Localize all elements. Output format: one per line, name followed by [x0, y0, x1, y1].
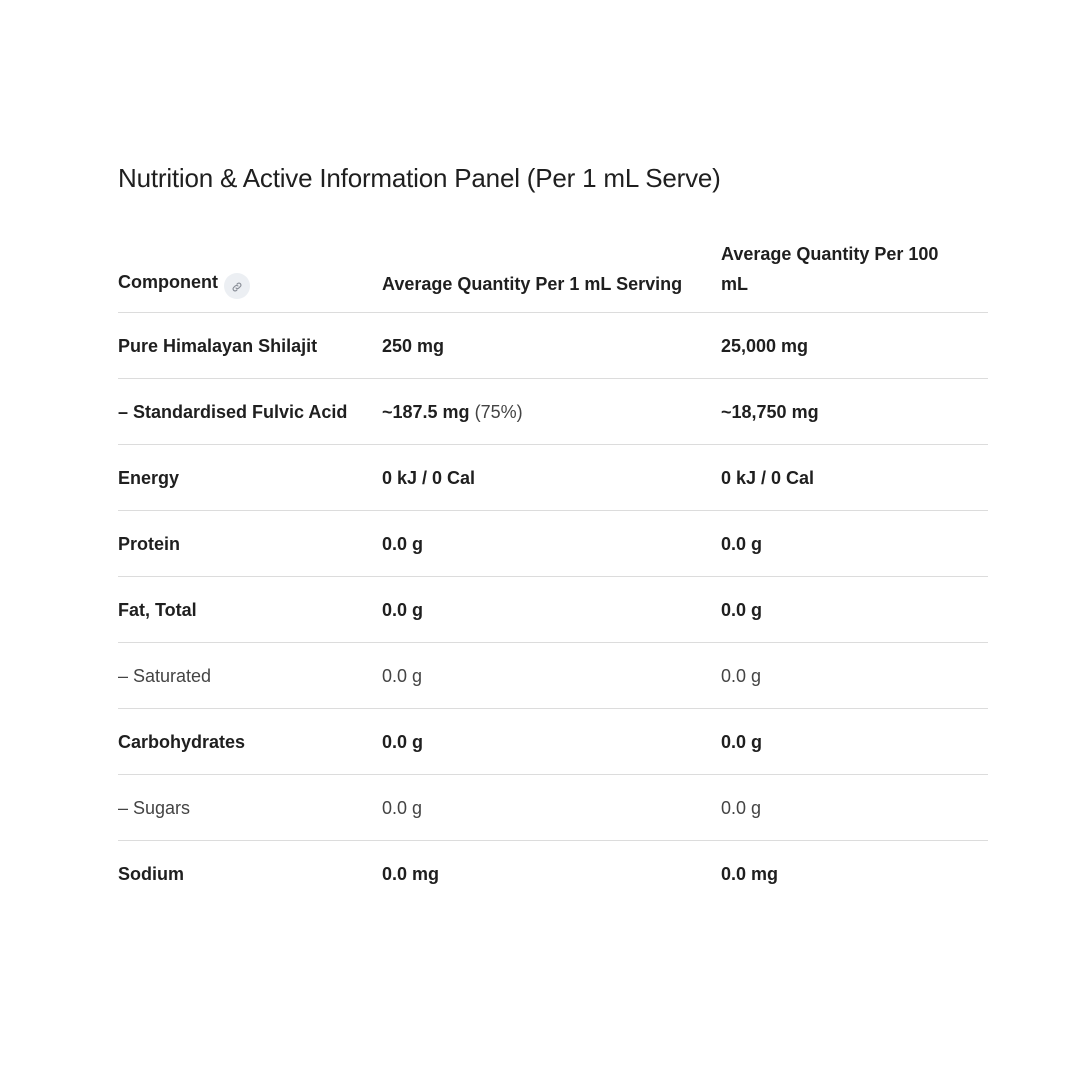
per-100ml-cell: 0.0 mg [721, 864, 779, 884]
component-cell: Sodium [118, 864, 184, 884]
per-100ml-cell: 0.0 g [721, 775, 988, 841]
per-100ml-cell: ~18,750 mg [721, 379, 988, 445]
per-serving-cell: 0.0 g [382, 709, 721, 775]
table-row [118, 379, 988, 445]
nutrition-table [118, 235, 988, 906]
component-cell: Fat, Total [118, 577, 382, 643]
per-100ml-cell: 0.0 g [721, 511, 988, 577]
component-cell: – Standardised Fulvic Acid [118, 379, 382, 445]
table-row [118, 577, 988, 643]
table-row [118, 643, 988, 709]
per-100ml-cell: 0.0 g [721, 577, 988, 643]
component-cell: Energy [118, 445, 382, 511]
column-header-per-serving: Average Quantity Per 1 mL Serving [382, 235, 721, 313]
component-cell: Pure Himalayan Shilajit [118, 313, 382, 379]
table-row [118, 775, 988, 841]
per-serving-cell [382, 379, 721, 445]
column-header-component [118, 235, 382, 313]
per-serving-value: ~187.5 mg [382, 402, 470, 422]
table-row [118, 709, 988, 775]
link-icon[interactable] [224, 273, 250, 299]
page-title: Nutrition & Active Information Panel (Per 1 mL Serve) [118, 163, 721, 193]
table-row [118, 445, 988, 511]
per-100ml-cell: 0 kJ / 0 Cal [721, 445, 988, 511]
table-header-row [118, 235, 988, 313]
per-serving-cell: 0.0 g [382, 511, 721, 577]
component-cell: Carbohydrates [118, 709, 382, 775]
component-cell: – Sugars [118, 775, 382, 841]
per-100ml-cell: 0.0 g [721, 709, 988, 775]
per-serving-cell: 0.0 g [382, 775, 721, 841]
component-cell: Protein [118, 511, 382, 577]
nutrition-panel [118, 158, 988, 906]
per-serving-cell: 0.0 g [382, 643, 721, 709]
per-serving-cell: 0 kJ / 0 Cal [382, 445, 721, 511]
percentage-note: (75%) [474, 402, 523, 422]
per-serving-cell: 250 mg [382, 313, 721, 379]
per-100ml-cell: 0.0 g [721, 643, 988, 709]
column-header-per-100ml: Average Quantity Per 100 mL [721, 235, 988, 313]
per-serving-cell: 0.0 g [382, 577, 721, 643]
component-cell: – Saturated [118, 643, 382, 709]
per-100ml-cell: 25,000 mg [721, 313, 988, 379]
per-serving-cell: 0.0 mg [382, 864, 440, 884]
column-header-label: Component [118, 272, 218, 292]
table-row [118, 313, 988, 379]
table-row [118, 511, 988, 577]
table-row [118, 841, 988, 907]
